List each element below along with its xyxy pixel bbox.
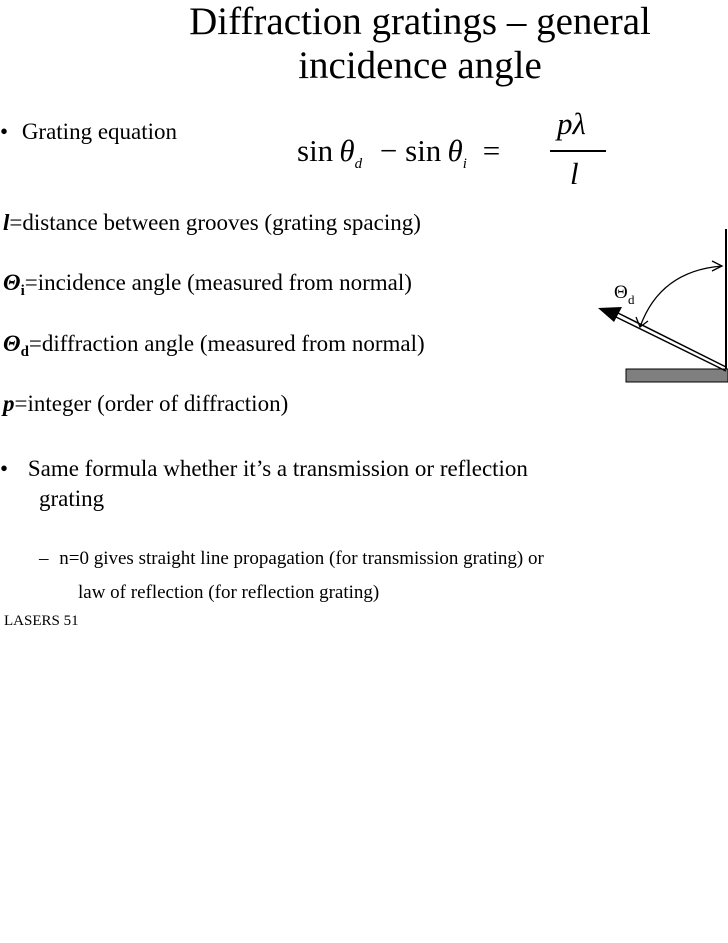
eq-numerator-text: pλ bbox=[557, 106, 586, 141]
eq-denominator bbox=[570, 156, 579, 192]
eq-denominator-text: l bbox=[570, 156, 579, 191]
bullet-label: Grating equation bbox=[21, 119, 178, 144]
bullet-same-formula bbox=[0, 456, 528, 482]
symbol-theta-d: Θ bbox=[3, 331, 21, 356]
definition-theta-i bbox=[3, 270, 412, 299]
sub-bullet-n0 bbox=[39, 548, 544, 570]
grating-surface bbox=[626, 369, 728, 382]
angle-arc bbox=[640, 266, 722, 327]
bullet-dot-2: • bbox=[0, 456, 9, 481]
definition-p-text: =integer (order of diffraction) bbox=[14, 391, 289, 416]
sub-bullet-dash: – bbox=[39, 548, 49, 569]
bullet-dot: • bbox=[0, 119, 9, 144]
definition-theta-d bbox=[3, 331, 425, 360]
title-line-1: Diffraction gratings – general bbox=[189, 0, 651, 43]
definition-theta-i-text: =incidence angle (measured from normal) bbox=[24, 270, 412, 295]
symbol-theta-d-sub: d bbox=[20, 344, 29, 360]
symbol-theta-i-sub: i bbox=[20, 283, 25, 299]
symbol-l: l bbox=[3, 210, 10, 235]
diffracted-beam-line-b bbox=[618, 313, 726, 367]
grating-diagram bbox=[560, 215, 728, 385]
eq-theta-2: θ bbox=[447, 133, 463, 168]
eq-numerator bbox=[557, 106, 586, 142]
title-line-2: incidence angle bbox=[298, 44, 542, 87]
slide-title bbox=[0, 0, 728, 88]
diffracted-beam-arrowhead bbox=[598, 307, 622, 322]
sub-bullet-line2: law of reflection (for reflection grating) bbox=[78, 582, 380, 603]
slide-footer: LASERS 51 bbox=[4, 613, 79, 629]
grating-equation bbox=[297, 133, 500, 173]
eq-theta-1: θ bbox=[339, 133, 355, 168]
definition-theta-d-text: =diffraction angle (measured from normal) bbox=[28, 331, 425, 356]
eq-equals: = bbox=[482, 133, 501, 168]
definition-l-text: =distance between grooves (grating spacing) bbox=[9, 210, 421, 235]
eq-sin-2: sin bbox=[405, 133, 442, 168]
bullet-grating-equation bbox=[0, 119, 177, 145]
symbol-theta-i: Θ bbox=[3, 270, 21, 295]
angle-label-sub: d bbox=[628, 292, 635, 307]
eq-sub-d: d bbox=[354, 156, 363, 173]
sub-bullet-line1: n=0 gives straight line propagation (for transmission grating) or bbox=[59, 548, 544, 569]
definition-l bbox=[3, 210, 421, 236]
definition-p bbox=[3, 391, 288, 417]
bullet-same-formula-line1: Same formula whether it’s a transmission or reflection bbox=[27, 456, 528, 481]
symbol-p: p bbox=[3, 391, 15, 416]
eq-fraction-line bbox=[550, 150, 606, 152]
eq-minus: − bbox=[379, 133, 398, 168]
angle-label-symbol: Θ bbox=[614, 282, 628, 303]
diffracted-beam-line-a bbox=[616, 317, 726, 371]
eq-sin-1: sin bbox=[297, 133, 334, 168]
eq-sub-i: i bbox=[462, 156, 467, 173]
bullet-same-formula-line2: grating bbox=[39, 486, 105, 511]
